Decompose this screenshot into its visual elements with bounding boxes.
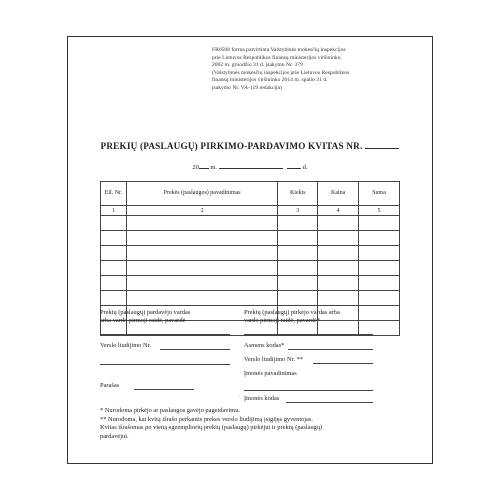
column-number: 2 [126,206,277,216]
form-note-line: FR0508 forma patvirtinta Valstybinės mokesčių inspekcijos [212,47,346,53]
table-row[interactable] [101,246,400,261]
buyer-company-code-field[interactable] [286,402,373,403]
form-note-line: (Valstybinės mokesčių inspekcijos prie Lietuvos Respublikos [212,69,350,76]
column-number-row [101,206,400,216]
seller-name-label-line: arba vardo pirmoji raidė, pavardė [100,317,186,325]
cell[interactable] [101,276,127,291]
cell[interactable] [278,276,318,291]
buyer-name-label-line: Prekių (paslaugų) pirkėjo vardas arba [244,309,340,316]
column-number: 5 [359,206,400,216]
form-note-line: prie Lietuvos Respublikos finansų ministerijos viršininko [212,54,341,61]
cell[interactable] [278,216,318,231]
year-field[interactable] [199,162,209,169]
cell[interactable] [126,261,277,276]
buyer-company-code-label: Įmonės kodas [244,395,280,402]
cell[interactable] [359,216,400,231]
cell[interactable] [359,291,400,306]
seller-certificate-field[interactable] [160,349,230,350]
cell[interactable] [126,231,277,246]
seller-signature-label: Parašas [100,382,120,389]
column-number: 1 [101,206,127,216]
form-approval-note [212,47,412,93]
footnote: Kvitas išrašomas po vieną egzempliorių prekių (paslaugų) pirkėjui ir prekių (paslaugų) [100,424,323,432]
footnote: * Nurodoma pirkėjo ar paslaugos gavėjo pageidavimu. [100,407,241,414]
cell[interactable] [101,231,127,246]
form-note-line: finansų ministerijos viršininko 2014 m. spalio 31 d. [212,77,328,84]
col-header-sum: Suma [359,182,400,206]
cell[interactable] [101,246,127,261]
cell[interactable] [318,291,359,306]
buyer-company-name-label: Įmonės pavadinimas [244,370,297,377]
form-note-line: įsakymo Nr. VA-119 redakcija) [212,84,282,91]
table-header-row [101,182,400,206]
footnotes [100,407,400,441]
buyer-certificate-field[interactable] [313,363,373,364]
form-title-text: PREKIŲ (PASLAUGŲ) PIRKIMO-PARDAVIMO KVITAS NR. [100,141,363,151]
buyer-personal-code-field[interactable] [288,349,373,350]
table-row[interactable] [101,291,400,306]
year-prefix: 20 [192,164,199,171]
seller-certificate-label: Verslo liudijimo Nr. [100,342,151,349]
cell[interactable] [126,291,277,306]
cell[interactable] [318,216,359,231]
seller-name-label [100,309,240,325]
col-header-item-name: Prekės (paslaugos) pavadinimas [126,182,277,206]
receipt-form-sheet [67,36,433,464]
cell[interactable] [126,216,277,231]
col-header-line-number: Eil. Nr. [101,182,127,206]
col-header-quantity: Kiekis [278,182,318,206]
year-unit: m. [210,164,217,171]
column-number: 4 [318,206,359,216]
form-note-line: 2002 m. gruodžio 31 d. įsakymu Nr. 379 [212,62,303,69]
table-row[interactable] [101,276,400,291]
cell[interactable] [101,216,127,231]
col-header-price: Kaina [318,182,359,206]
seller-name-label-line: Prekių (paslaugų) pardavėjo vardas [100,309,191,316]
buyer-personal-code-label: Asmens kodas* [244,342,285,349]
date-line [68,162,432,171]
cell[interactable] [318,231,359,246]
form-title [68,141,432,151]
cell[interactable] [359,261,400,276]
seller-extra-field[interactable] [100,364,230,365]
cell[interactable] [359,276,400,291]
buyer-name-label [244,309,404,325]
buyer-name-field[interactable] [244,334,373,335]
buyer-certificate-label: Verslo liudijimo Nr. ** [244,356,303,363]
cell[interactable] [359,231,400,246]
seller-name-field[interactable] [100,334,230,335]
seller-signature-field[interactable] [134,389,194,390]
cell[interactable] [101,291,127,306]
cell[interactable] [359,246,400,261]
cell[interactable] [318,261,359,276]
cell[interactable] [278,246,318,261]
cell[interactable] [278,261,318,276]
column-number: 3 [278,206,318,216]
footnote: pardavėjui. [100,432,129,440]
cell[interactable] [101,261,127,276]
month-field[interactable] [219,162,283,169]
day-unit: d. [302,164,308,171]
table-row[interactable] [101,216,400,231]
bullet-mark: · [238,394,240,400]
cell[interactable] [318,276,359,291]
cell[interactable] [126,276,277,291]
cell[interactable] [278,231,318,246]
table-row[interactable] [101,231,400,246]
cell[interactable] [318,246,359,261]
cell[interactable] [278,291,318,306]
table-row[interactable] [101,261,400,276]
buyer-company-name-field[interactable] [244,390,373,391]
cell[interactable] [126,246,277,261]
footnote: ** Nurodoma, kai kvitą išrašo perkantis prekes verslo liudijimą įsigijęs gyventojas. [100,415,313,423]
receipt-number-field[interactable] [365,141,399,149]
day-field[interactable] [287,162,301,169]
buyer-name-label-line: vardo pirmoji raidė, pavardė* [244,317,320,325]
